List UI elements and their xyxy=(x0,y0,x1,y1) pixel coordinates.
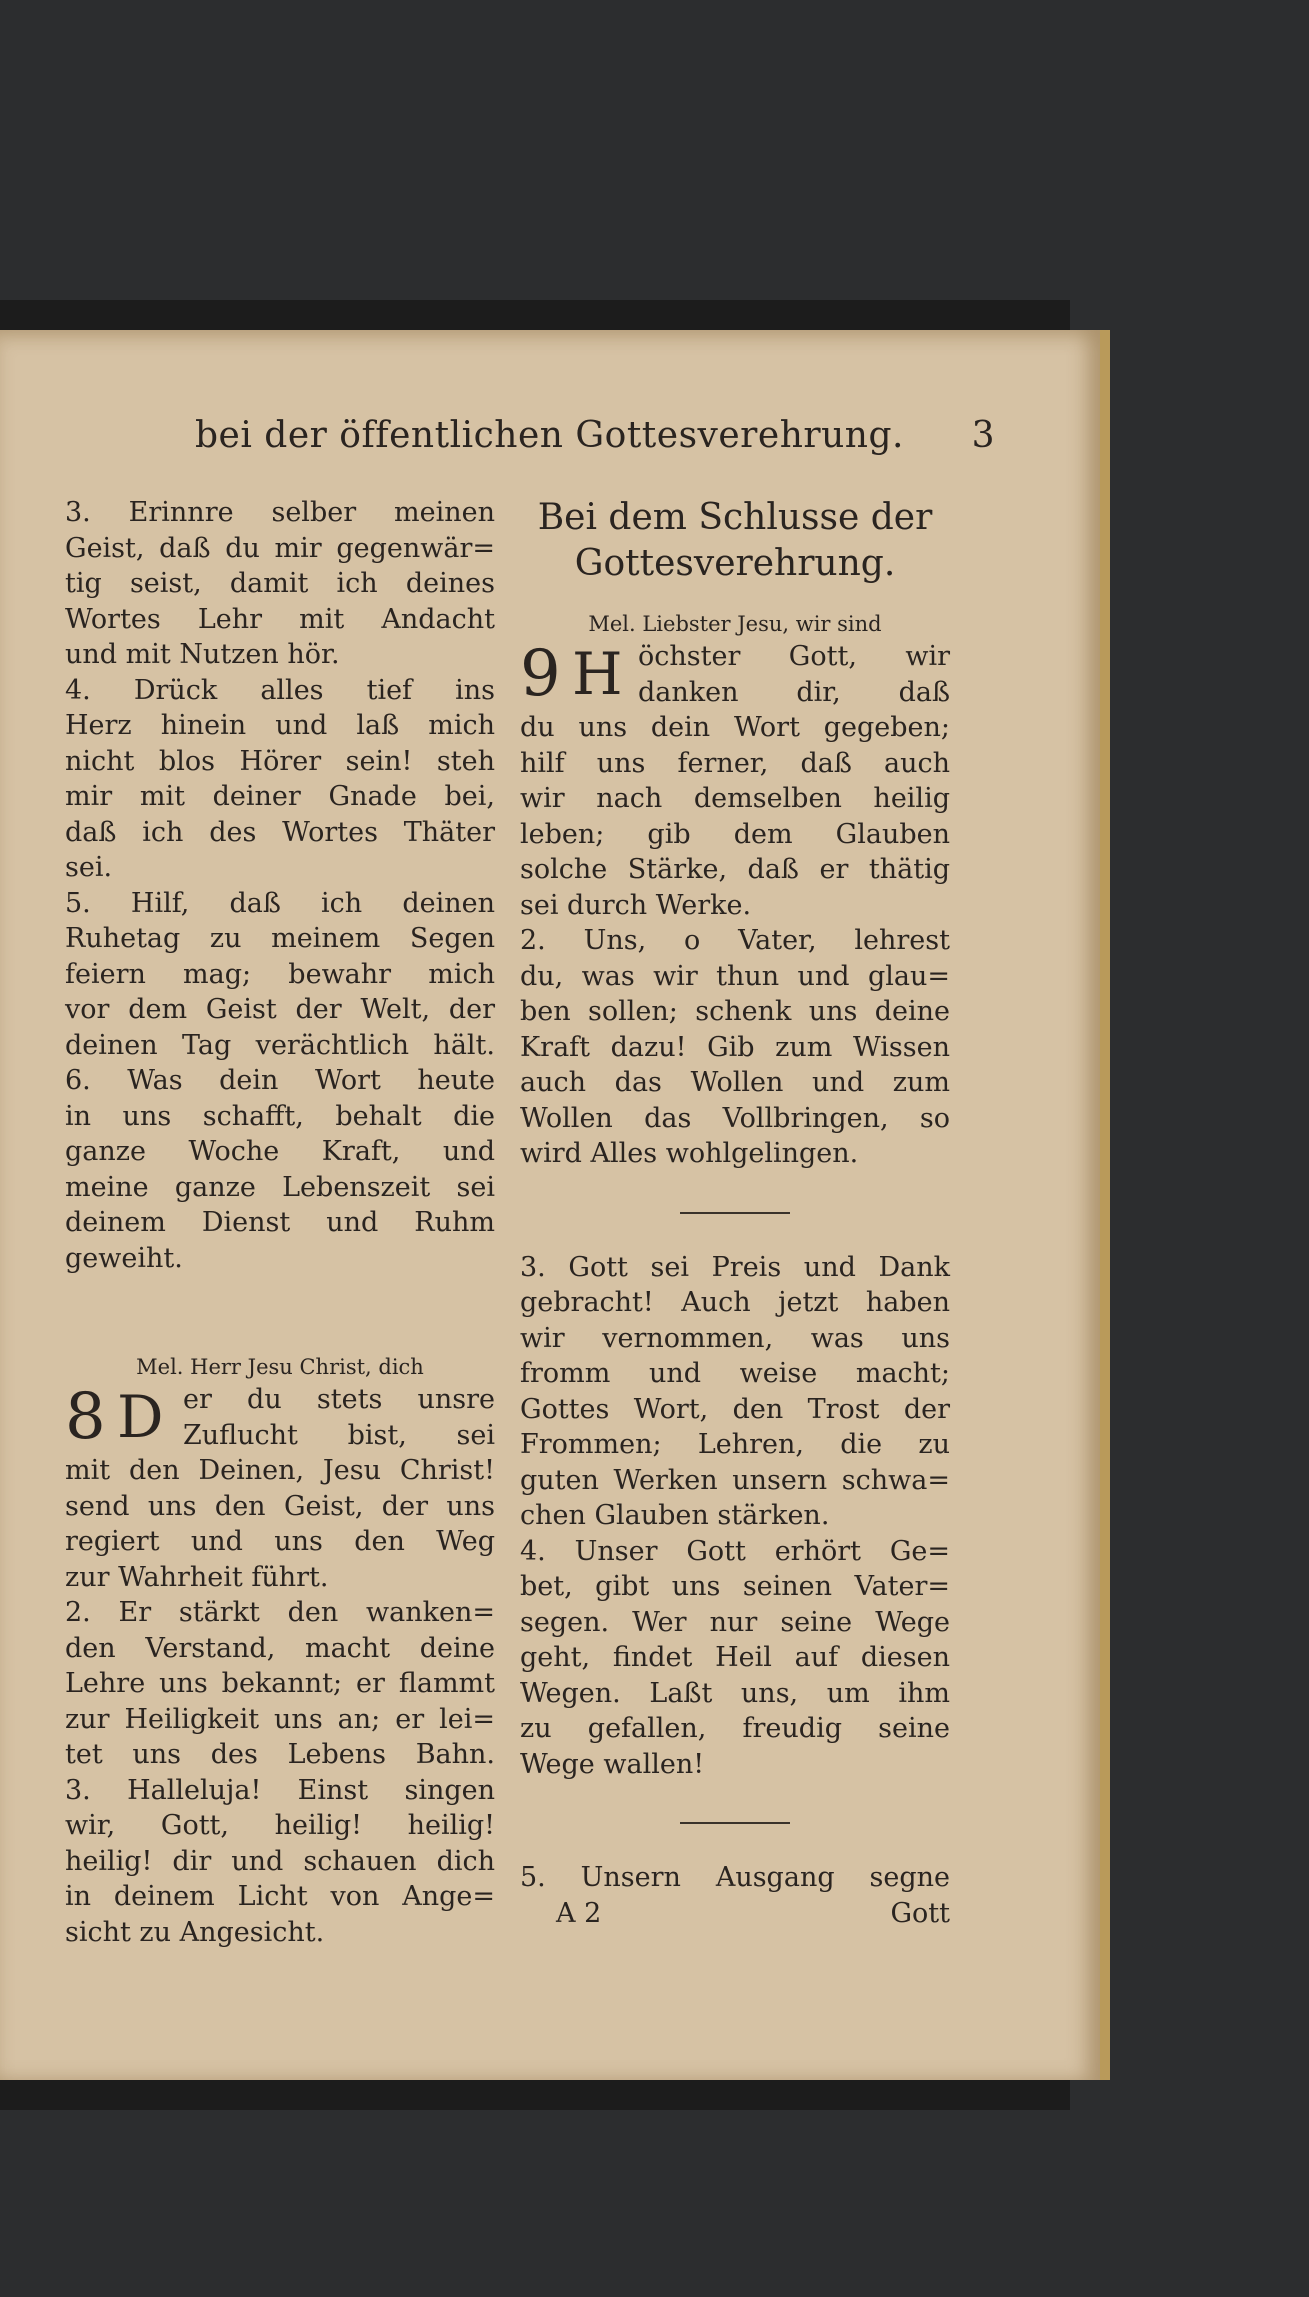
text-line: Herz hinein und laß mich xyxy=(65,710,495,741)
text-line: Frommen; Lehren, die zu xyxy=(520,1429,950,1460)
text-line: nicht blos Hörer sein! steh xyxy=(65,745,495,777)
signature-mark: A 2 xyxy=(556,1897,602,1929)
text-line: öchster Gott, wir xyxy=(638,641,950,672)
text-line: daß ich des Wortes Thäter xyxy=(65,816,495,848)
text-line: 5. Unsern Ausgang segne xyxy=(520,1862,950,1893)
text-line: den Verstand, macht deine xyxy=(65,1632,495,1664)
text-line: wir, Gott, heilig! heilig! xyxy=(65,1810,495,1841)
melody-note: Mel. Liebster Jesu, wir sind xyxy=(588,612,882,636)
verses-continuation xyxy=(65,495,495,1276)
text-line: 2. Uns, o Vater, lehrest xyxy=(520,925,950,956)
spacer xyxy=(65,1276,495,1346)
text-line: 2. Er stärkt den wanken= xyxy=(65,1597,495,1628)
text-line: guten Werken unsern schwa= xyxy=(520,1464,950,1496)
text-line: zur Wahrheit führt. xyxy=(65,1561,329,1593)
text-line: segen. Wer nur seine Wege xyxy=(520,1606,950,1638)
running-head-title: bei der öffentlichen Gottesverehrung. xyxy=(195,415,904,456)
text-line: tig seist, damit ich deines xyxy=(65,568,495,599)
text-line: feiern mag; bewahr mich xyxy=(65,958,495,990)
page-footer xyxy=(520,1896,950,1932)
text-line: geht, findet Heil auf diesen xyxy=(520,1642,950,1673)
left-column xyxy=(65,495,495,1950)
drop-cap: D xyxy=(117,1383,164,1451)
text-line: wir vernommen, was uns xyxy=(520,1322,950,1354)
text-line: tet uns des Lebens Bahn. xyxy=(65,1739,495,1770)
text-line: leben; gib dem Glauben xyxy=(520,818,950,850)
text-line: Wegen. Laßt uns, um ihm xyxy=(520,1677,950,1709)
hymn-9 xyxy=(520,639,950,1172)
text-line: 4. Drück alles tief ins xyxy=(65,674,495,706)
text-line: Kraft dazu! Gib zum Wissen xyxy=(520,1031,950,1063)
hymn-number: 8 xyxy=(65,1380,106,1454)
right-column xyxy=(520,495,950,1932)
text-line: chen Glauben stärken. xyxy=(520,1500,830,1531)
text-line: du uns dein Wort gegeben; xyxy=(520,712,950,743)
text-line: in deinem Licht von Ange= xyxy=(65,1881,495,1912)
text-line: Gottes Wort, den Trost der xyxy=(520,1393,950,1425)
hymn-8 xyxy=(65,1382,495,1950)
text-line: Wollen das Vollbringen, so xyxy=(520,1102,950,1134)
separator-rule xyxy=(680,1212,790,1214)
text-line: 3. Erinnre selber meinen xyxy=(65,497,495,528)
text-line: zu gefallen, freudig seine xyxy=(520,1713,950,1744)
hymn-number: 9 xyxy=(520,637,561,711)
running-head xyxy=(195,415,995,465)
page-text-block xyxy=(55,415,995,2045)
text-line: Wortes Lehr mit Andacht xyxy=(65,603,495,635)
text-line: fromm und weise macht; xyxy=(520,1358,950,1389)
text-line: auch das Wollen und zum xyxy=(520,1067,950,1098)
text-line: sei durch Werke. xyxy=(520,889,752,921)
catchword: Gott xyxy=(890,1897,950,1929)
text-line: ben sollen; schenk uns deine xyxy=(520,996,950,1027)
text-line: deinen Tag verächtlich hält. xyxy=(65,1029,495,1061)
section-heading: Gottesverehrung. xyxy=(574,543,896,584)
text-line: in uns schafft, behalt die xyxy=(65,1100,495,1132)
text-line: und mit Nutzen hör. xyxy=(65,639,340,670)
text-line: Lehre uns bekannt; er flammt xyxy=(65,1668,495,1699)
text-line: 3. Gott sei Preis und Dank xyxy=(520,1251,950,1283)
text-line: wird Alles wohlgelingen. xyxy=(520,1138,859,1169)
text-line: hilf uns ferner, daß auch xyxy=(520,747,950,779)
text-line: 3. Halleluja! Einst singen xyxy=(65,1774,495,1806)
text-line: solche Stärke, daß er thätig xyxy=(520,854,950,885)
page-number: 3 xyxy=(971,415,995,456)
text-line: Geist, daß du mir gegenwär= xyxy=(65,532,495,564)
text-line: wir nach demselben heilig xyxy=(520,783,950,814)
text-line: heilig! dir und schauen dich xyxy=(65,1845,495,1877)
section-heading: Bei dem Schlusse der xyxy=(537,497,933,538)
text-line: ganze Woche Kraft, und xyxy=(65,1136,495,1167)
text-line: 4. Unser Gott erhört Ge= xyxy=(520,1535,950,1567)
text-line: gebracht! Auch jetzt haben xyxy=(520,1287,950,1318)
text-line: meine ganze Lebenszeit sei xyxy=(65,1171,495,1203)
text-line: danken dir, daß xyxy=(638,676,950,708)
text-line: 6. Was dein Wort heute xyxy=(65,1065,495,1096)
text-line: Zuflucht bist, sei xyxy=(183,1419,495,1451)
text-line: er du stets unsre xyxy=(183,1384,495,1415)
verses-3-4 xyxy=(520,1250,950,1783)
text-line: sicht zu Angesicht. xyxy=(65,1916,325,1948)
text-line: zur Heiligkeit uns an; er lei= xyxy=(65,1703,495,1735)
text-line: du, was wir thun und glau= xyxy=(520,960,950,992)
text-line: geweiht. xyxy=(65,1242,183,1274)
separator-rule xyxy=(680,1822,790,1824)
text-line: send uns den Geist, der uns xyxy=(65,1490,495,1522)
drop-cap: H xyxy=(572,640,623,708)
text-line: 5. Hilf, daß ich deinen xyxy=(65,887,495,919)
text-line: sei. xyxy=(65,852,113,883)
text-line: mir mit deiner Gnade bei, xyxy=(65,781,495,812)
text-line: mit den Deinen, Jesu Christ! xyxy=(65,1455,495,1486)
text-line: regiert und uns den Weg xyxy=(65,1526,495,1557)
melody-note: Mel. Herr Jesu Christ, dich xyxy=(136,1355,424,1379)
text-line: deinem Dienst und Ruhm xyxy=(65,1207,495,1238)
book-page xyxy=(0,330,1110,2080)
text-line: Wege wallen! xyxy=(520,1748,705,1780)
text-line: bet, gibt uns seinen Vater= xyxy=(520,1571,950,1602)
text-line: Ruhetag zu meinem Segen xyxy=(65,923,495,954)
text-line: vor dem Geist der Welt, der xyxy=(65,994,495,1025)
